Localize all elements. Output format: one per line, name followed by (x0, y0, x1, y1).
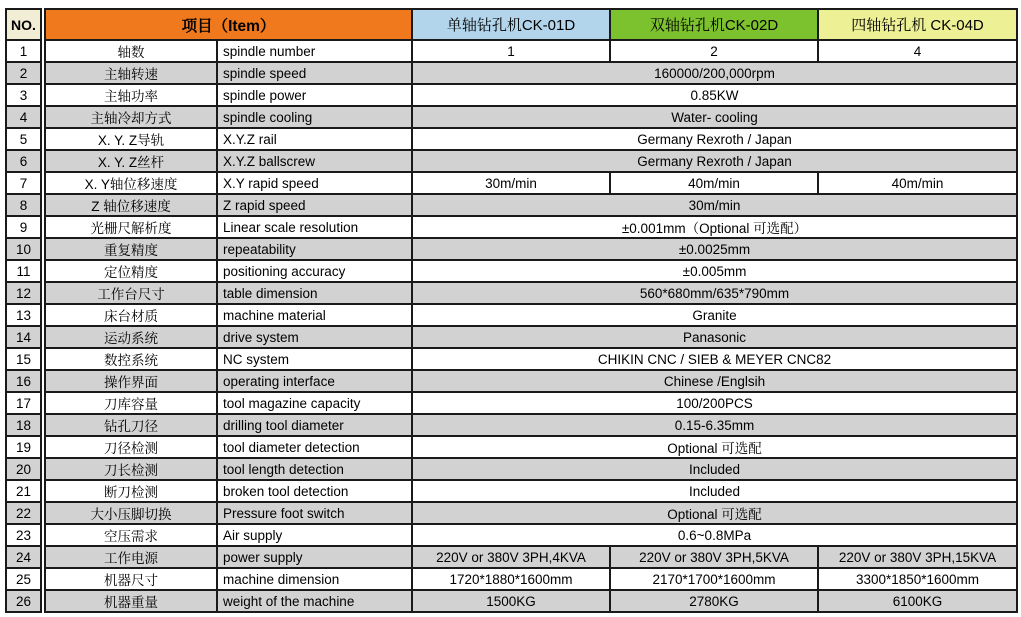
value-cell: 30m/min (412, 194, 1017, 216)
row-number-cell: 1 (6, 40, 41, 62)
item-en-cell: Air supply (217, 524, 412, 546)
row-number-cell: 14 (6, 326, 41, 348)
value-cell: 40m/min (610, 172, 818, 194)
row-number-cell: 13 (6, 304, 41, 326)
item-cn-cell: 主轴功率 (45, 84, 217, 106)
value-cell: ±0.001mm（Optional 可选配） (412, 216, 1017, 238)
table-row (6, 480, 1017, 502)
value-cell: 40m/min (818, 172, 1017, 194)
row-number-cell: 18 (6, 414, 41, 436)
item-en-cell: machine dimension (217, 568, 412, 590)
value-cell: Included (412, 458, 1017, 480)
row-number-cell: 5 (6, 128, 41, 150)
table-row (6, 150, 1017, 172)
item-en-cell: NC system (217, 348, 412, 370)
item-cn-cell: 断刀检测 (45, 480, 217, 502)
item-cn-cell: 刀库容量 (45, 392, 217, 414)
table-row (6, 106, 1017, 128)
row-number-cell: 3 (6, 84, 41, 106)
row-number-cell: 2 (6, 62, 41, 84)
table-row (6, 40, 1017, 62)
item-cn-cell: 钻孔刀径 (45, 414, 217, 436)
item-cn-cell: 机器重量 (45, 590, 217, 612)
item-cn-cell: 数控系统 (45, 348, 217, 370)
row-number-cell: 20 (6, 458, 41, 480)
value-cell: Germany Rexroth / Japan (412, 150, 1017, 172)
item-cn-cell: X. Y. Z导轨 (45, 128, 217, 150)
value-cell: 1500KG (412, 590, 610, 612)
value-cell: 220V or 380V 3PH,4KVA (412, 546, 610, 568)
item-en-cell: broken tool detection (217, 480, 412, 502)
table-row (6, 502, 1017, 524)
header-item: 项目（Item） (45, 9, 412, 40)
item-en-cell: Z rapid speed (217, 194, 412, 216)
item-en-cell: weight of the machine (217, 590, 412, 612)
table-row (6, 304, 1017, 326)
value-cell: Water- cooling (412, 106, 1017, 128)
value-cell: Germany Rexroth / Japan (412, 128, 1017, 150)
item-cn-cell: 主轴冷却方式 (45, 106, 217, 128)
value-cell: Granite (412, 304, 1017, 326)
item-cn-cell: 刀长检测 (45, 458, 217, 480)
item-cn-cell: 重复精度 (45, 238, 217, 260)
row-number-cell: 25 (6, 568, 41, 590)
item-en-cell: drive system (217, 326, 412, 348)
item-cn-cell: 工作电源 (45, 546, 217, 568)
item-cn-cell: 大小压脚切换 (45, 502, 217, 524)
row-number-cell: 23 (6, 524, 41, 546)
item-cn-cell: X. Y. Z丝杆 (45, 150, 217, 172)
value-cell: 100/200PCS (412, 392, 1017, 414)
row-number-cell: 16 (6, 370, 41, 392)
row-number-cell: 22 (6, 502, 41, 524)
header-no: NO. (6, 9, 41, 40)
value-cell: 0.15-6.35mm (412, 414, 1017, 436)
item-en-cell: X.Y rapid speed (217, 172, 412, 194)
table-row (6, 568, 1017, 590)
table-row (6, 260, 1017, 282)
value-cell: Included (412, 480, 1017, 502)
row-number-cell: 12 (6, 282, 41, 304)
row-number-cell: 6 (6, 150, 41, 172)
value-cell: Optional 可选配 (412, 436, 1017, 458)
value-cell: 220V or 380V 3PH,15KVA (818, 546, 1017, 568)
table-row (6, 392, 1017, 414)
item-en-cell: X.Y.Z ballscrew (217, 150, 412, 172)
value-cell: Panasonic (412, 326, 1017, 348)
item-en-cell: X.Y.Z rail (217, 128, 412, 150)
item-cn-cell: 空压需求 (45, 524, 217, 546)
item-cn-cell: 机器尺寸 (45, 568, 217, 590)
item-en-cell: spindle cooling (217, 106, 412, 128)
value-cell: ±0.005mm (412, 260, 1017, 282)
value-cell: CHIKIN CNC / SIEB & MEYER CNC82 (412, 348, 1017, 370)
value-cell: Chinese /Englsih (412, 370, 1017, 392)
table-row (6, 436, 1017, 458)
item-cn-cell: 床台材质 (45, 304, 217, 326)
table-row (6, 62, 1017, 84)
value-cell: 0.85KW (412, 84, 1017, 106)
value-cell: 30m/min (412, 172, 610, 194)
value-cell: 160000/200,000rpm (412, 62, 1017, 84)
machine-spec-table (5, 8, 1018, 613)
row-number-cell: 4 (6, 106, 41, 128)
item-cn-cell: 光栅尺解析度 (45, 216, 217, 238)
item-en-cell: table dimension (217, 282, 412, 304)
item-cn-cell: 运动系统 (45, 326, 217, 348)
table-row (6, 524, 1017, 546)
item-cn-cell: X. Y轴位移速度 (45, 172, 217, 194)
table-row (6, 546, 1017, 568)
header-machine-ck02d: 双轴钻孔机CK-02D (610, 9, 818, 40)
table-row (6, 128, 1017, 150)
item-cn-cell: 操作界面 (45, 370, 217, 392)
header-machine-ck04d: 四轴钻孔机 CK-04D (818, 9, 1017, 40)
value-cell: 220V or 380V 3PH,5KVA (610, 546, 818, 568)
row-number-cell: 24 (6, 546, 41, 568)
item-en-cell: spindle power (217, 84, 412, 106)
header-machine-ck01d: 单轴钻孔机CK-01D (412, 9, 610, 40)
row-number-cell: 15 (6, 348, 41, 370)
item-en-cell: tool diameter detection (217, 436, 412, 458)
item-en-cell: Linear scale resolution (217, 216, 412, 238)
table-row (6, 282, 1017, 304)
table-row (6, 84, 1017, 106)
header-row (6, 9, 1017, 40)
value-cell: 6100KG (818, 590, 1017, 612)
row-number-cell: 9 (6, 216, 41, 238)
item-cn-cell: 定位精度 (45, 260, 217, 282)
spec-table-body (6, 40, 1017, 612)
item-cn-cell: 轴数 (45, 40, 217, 62)
item-en-cell: repeatability (217, 238, 412, 260)
row-number-cell: 19 (6, 436, 41, 458)
item-en-cell: tool length detection (217, 458, 412, 480)
row-number-cell: 21 (6, 480, 41, 502)
row-number-cell: 10 (6, 238, 41, 260)
table-row (6, 326, 1017, 348)
item-cn-cell: 刀径检测 (45, 436, 217, 458)
row-number-cell: 26 (6, 590, 41, 612)
table-row (6, 194, 1017, 216)
table-row (6, 216, 1017, 238)
item-en-cell: power supply (217, 546, 412, 568)
table-row (6, 348, 1017, 370)
table-row (6, 370, 1017, 392)
item-en-cell: tool magazine capacity (217, 392, 412, 414)
table-row (6, 590, 1017, 612)
row-number-cell: 17 (6, 392, 41, 414)
value-cell: 2 (610, 40, 818, 62)
item-en-cell: machine material (217, 304, 412, 326)
table-row (6, 414, 1017, 436)
row-number-cell: 7 (6, 172, 41, 194)
item-cn-cell: 主轴转速 (45, 62, 217, 84)
row-number-cell: 8 (6, 194, 41, 216)
item-en-cell: spindle number (217, 40, 412, 62)
value-cell: 4 (818, 40, 1017, 62)
value-cell: Optional 可选配 (412, 502, 1017, 524)
value-cell: 2170*1700*1600mm (610, 568, 818, 590)
item-en-cell: positioning accuracy (217, 260, 412, 282)
table-row (6, 238, 1017, 260)
value-cell: 3300*1850*1600mm (818, 568, 1017, 590)
item-cn-cell: Z 轴位移速度 (45, 194, 217, 216)
value-cell: 1 (412, 40, 610, 62)
table-row (6, 458, 1017, 480)
table-row (6, 172, 1017, 194)
item-en-cell: spindle speed (217, 62, 412, 84)
item-cn-cell: 工作台尺寸 (45, 282, 217, 304)
value-cell: 1720*1880*1600mm (412, 568, 610, 590)
value-cell: ±0.0025mm (412, 238, 1017, 260)
value-cell: 560*680mm/635*790mm (412, 282, 1017, 304)
item-en-cell: Pressure foot switch (217, 502, 412, 524)
item-en-cell: drilling tool diameter (217, 414, 412, 436)
row-number-cell: 11 (6, 260, 41, 282)
value-cell: 0.6~0.8MPa (412, 524, 1017, 546)
item-en-cell: operating interface (217, 370, 412, 392)
value-cell: 2780KG (610, 590, 818, 612)
